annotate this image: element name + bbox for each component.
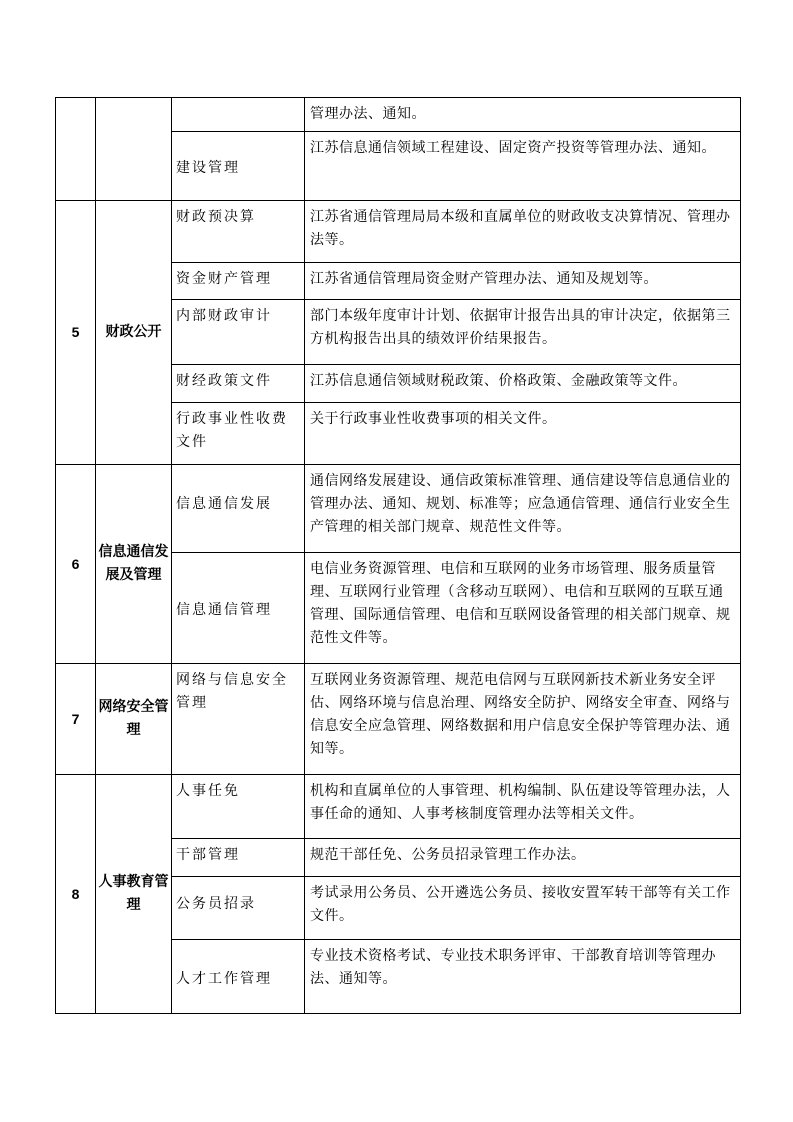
table-row [56,98,741,132]
description-cell: 江苏信息通信领域工程建设、固定资产投资等管理办法、通知。 [305,132,741,201]
subcategory-cell: 信息通信发展 [172,465,305,553]
subcategory-cell: 财政预决算 [172,201,305,263]
subcategory-cell: 网络与信息安全管理 [172,664,305,775]
row-number-cell: 7 [56,664,96,775]
table-row [56,664,741,775]
subcategory-cell: 内部财政审计 [172,300,305,365]
description-cell: 专业技术资格考试、专业技术职务评审、干部教育培训等管理办法、通知等。 [305,940,741,1014]
subcategory-cell: 干部管理 [172,839,305,877]
row-number-cell: 8 [56,775,96,1014]
category-cell: 人事教育管理 [96,775,172,1014]
description-cell: 关于行政事业性收费事项的相关文件。 [305,403,741,465]
row-number-cell: 6 [56,465,96,664]
description-cell: 管理办法、通知。 [305,98,741,132]
description-cell: 通信网络发展建设、通信政策标准管理、通信建设等信息通信业的管理办法、通知、规划、标准等；应急通信管理、通信行业安全生产管理的相关部门规章、规范性文件等。 [305,465,741,553]
description-cell: 规范干部任免、公务员招录管理工作办法。 [305,839,741,877]
subcategory-cell: 人事任免 [172,775,305,839]
row-number-cell [56,98,96,201]
subcategory-cell: 公务员招录 [172,877,305,940]
table-row [56,465,741,553]
category-cell [96,98,172,201]
description-cell: 江苏信息通信领域财税政策、价格政策、金融政策等文件。 [305,365,741,403]
description-cell: 考试录用公务员、公开遴选公务员、接收安置军转干部等有关工作文件。 [305,877,741,940]
table-row [56,201,741,263]
table-row [56,775,741,839]
description-cell: 江苏省通信管理局局本级和直属单位的财政收支决算情况、管理办法等。 [305,201,741,263]
subcategory-cell: 信息通信管理 [172,553,305,664]
subcategory-cell: 人才工作管理 [172,940,305,1014]
description-cell: 部门本级年度审计计划、依据审计报告出具的审计决定，依据第三方机构报告出具的绩效评价结果报告。 [305,300,741,365]
row-number-cell: 5 [56,201,96,465]
subcategory-cell [172,98,305,132]
description-cell: 电信业务资源管理、电信和互联网的业务市场管理、服务质量管理、互联网行业管理（含移动互联网）、电信和互联网的互联互通管理、国际通信管理、电信和互联网设备管理的相关部门规章、规范性文件等。 [305,553,741,664]
subcategory-cell: 资金财产管理 [172,263,305,300]
subcategory-cell: 财经政策文件 [172,365,305,403]
category-cell: 信息通信发展及管理 [96,465,172,664]
category-cell: 网络安全管理 [96,664,172,775]
category-cell: 财政公开 [96,201,172,465]
description-cell: 江苏省通信管理局资金财产管理办法、通知及规划等。 [305,263,741,300]
subcategory-cell: 建设管理 [172,132,305,201]
content-table [55,97,741,1014]
description-cell: 机构和直属单位的人事管理、机构编制、队伍建设等管理办法，人事任命的通知、人事考核制度管理办法等相关文件。 [305,775,741,839]
subcategory-cell: 行政事业性收费文件 [172,403,305,465]
description-cell: 互联网业务资源管理、规范电信网与互联网新技术新业务安全评估、网络环境与信息治理、网络安全防护、网络安全审查、网络与信息安全应急管理、网络数据和用户信息安全保护等管理办法、通知等。 [305,664,741,775]
